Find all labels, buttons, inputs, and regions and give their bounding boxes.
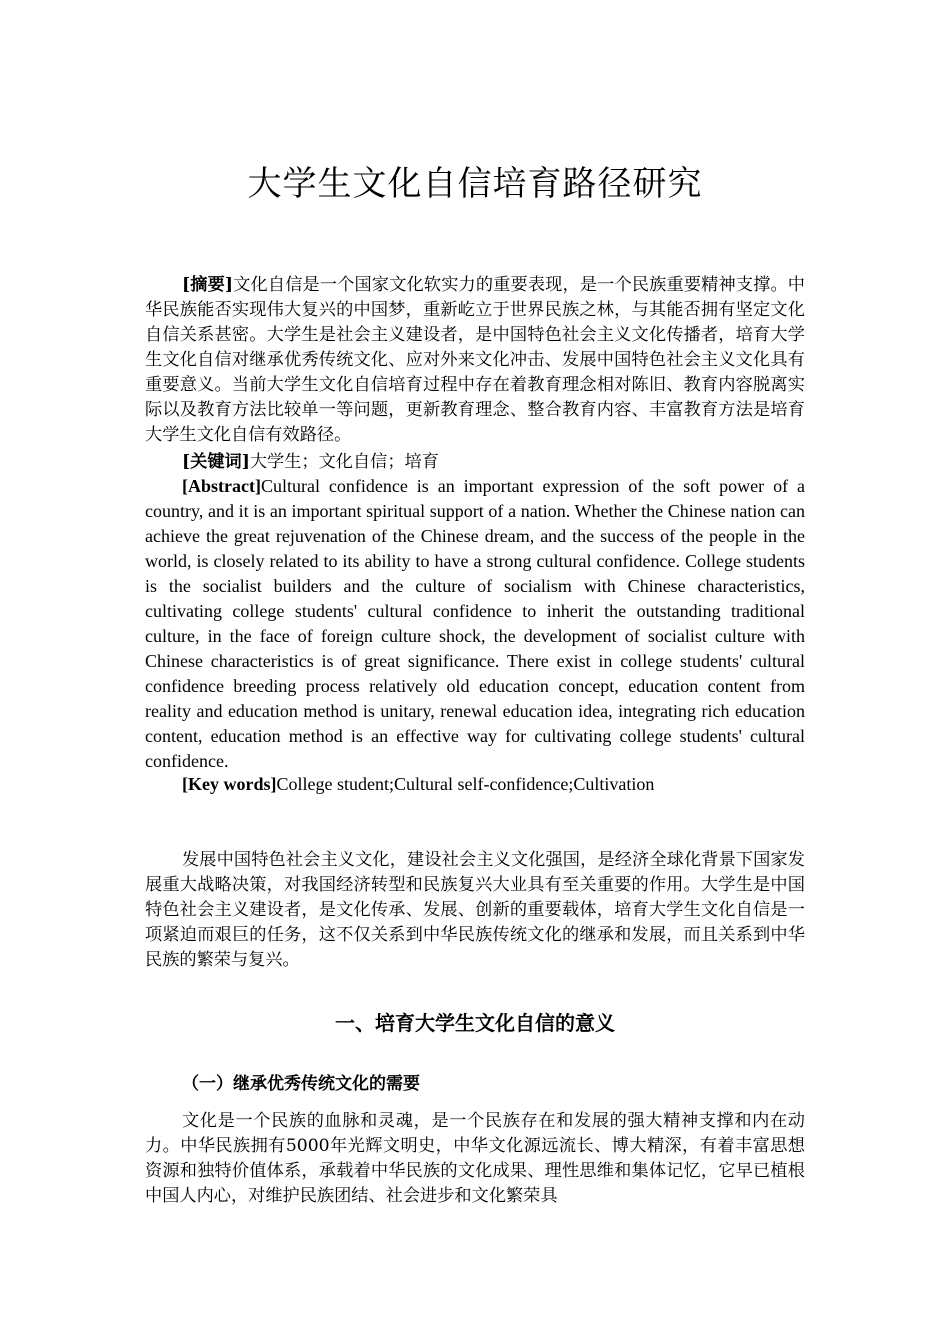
keywords-cn-label: [关键词] (182, 452, 250, 472)
abstract-cn-label: [摘要] (182, 275, 234, 295)
subsection-heading: （一）继承优秀传统文化的需要 (182, 1074, 420, 1094)
paper-title: 大学生文化自信培育路径研究 (247, 164, 703, 204)
abstract-cn-text: 文化自信是一个国家文化软实力的重要表现，是一个民族重要精神支撑。中华民族能否实现伟大复兴的中国梦，重新屹立于世界民族之林，与其能否拥有坚定文化自信关系甚密。大学生是社会主义建设者，是中国特色社会主义文化传播者，培育大学生文化自信对继承优秀传统文化、应对外来文化冲击、发展中国特色社会主义文化具有重要意义。当前大学生文化自信培育过程中存在着教育理念相对陈旧、教育内容脱离实际以及教育方法比较单一等问题，更新教育理念、整合教育内容、丰富教育方法是培育大学生文化自信有效路径。 (145, 275, 805, 445)
abstract-en-label: [Abstract] (182, 476, 261, 496)
keywords-en-text: College student;Cultural self-confidence;Cultivation (276, 774, 655, 794)
keywords-en-label: [Key words] (182, 774, 277, 794)
section-heading: 一、培育大学生文化自信的意义 (335, 1011, 615, 1035)
body-paragraph: 文化是一个民族的血脉和灵魂，是一个民族存在和发展的强大精神支撑和内在动力。中华民族拥有5000年光辉文明史，中华文化源远流长、博大精深，有着丰富思想资源和独特价值体系，承载着中华民族的文化成果、理性思维和集体记忆，它早已植根中国人内心，对维护民族团结、社会进步和文化繁荣具 (145, 1111, 805, 1206)
abstract-cn-paragraph (145, 273, 805, 448)
abstract-en-paragraph (145, 474, 805, 774)
keywords-en-paragraph (145, 772, 805, 797)
keywords-cn-text: 大学生；文化自信；培育 (249, 452, 439, 472)
abstract-en-text: Cultural confidence is an important expression of the soft power of a country, and it is an important spiritual support of a nation. Whether the Chinese nation can achieve the great rejuvenation of the Chinese dream, and the success of the people in the world, is closely related to its ability to have a strong cultural confidence. College students is the socialist builders and the culture of socialism with Chinese characteristics, cultivating college students' cultural confidence to inherit the outstanding traditional culture, in the face of foreign culture shock, the development of socialist culture with Chinese characteristics is of great significance. There exist in college students' cultural confidence breeding process relatively old education concept, education content from reality and education method is unitary, renewal education idea, integrating rich education content, education method is an effective way for cultivating college students' cultural confidence. (145, 476, 805, 771)
keywords-cn-paragraph (145, 450, 805, 475)
intro-paragraph: 发展中国特色社会主义文化，建设社会主义文化强国，是经济全球化背景下国家发展重大战略决策，对我国经济转型和民族复兴大业具有至关重要的作用。大学生是中国特色社会主义建设者，是文化传承、发展、创新的重要载体，培育大学生文化自信是一项紧迫而艰巨的任务，这不仅关系到中华民族传统文化的继承和发展，而且关系到中华民族的繁荣与复兴。 (145, 850, 805, 970)
